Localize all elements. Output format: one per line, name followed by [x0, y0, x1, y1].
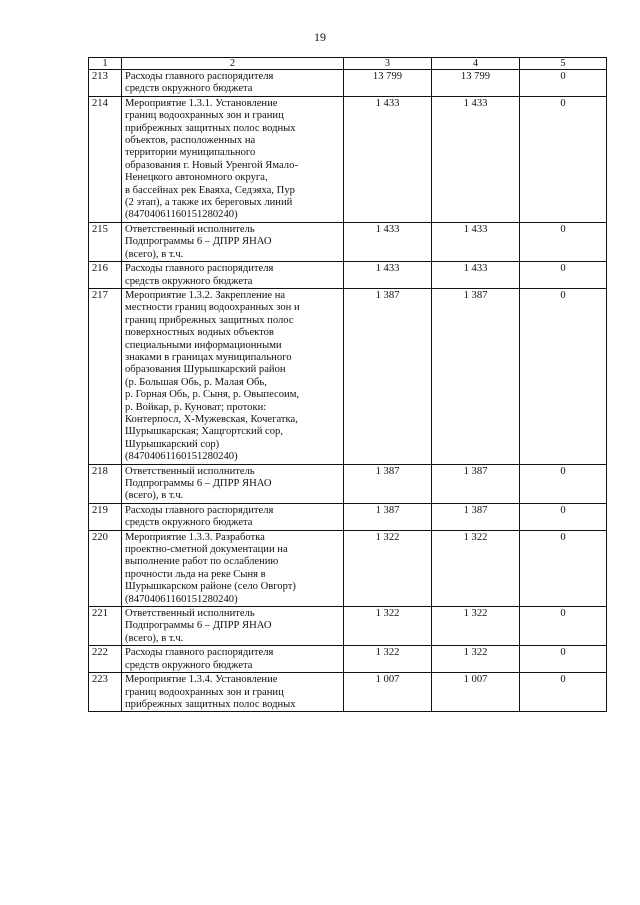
row-value-col4: 1 387 — [432, 288, 520, 464]
row-value-col3: 1 322 — [344, 607, 432, 646]
row-value-col4: 1 433 — [432, 96, 520, 222]
table-row — [89, 673, 607, 712]
table-row — [89, 503, 607, 530]
row-value-col5: 0 — [520, 222, 607, 261]
row-value-col5: 0 — [520, 262, 607, 289]
table-row — [89, 464, 607, 503]
row-value-col5: 0 — [520, 673, 607, 712]
row-value-col4: 1 433 — [432, 262, 520, 289]
row-value-col3: 1 387 — [344, 288, 432, 464]
table-row — [89, 262, 607, 289]
table-row — [89, 96, 607, 222]
row-value-col5: 0 — [520, 503, 607, 530]
row-value-col5: 0 — [520, 288, 607, 464]
row-value-col5: 0 — [520, 70, 607, 97]
header-cell-4: 4 — [432, 58, 520, 70]
budget-table — [88, 57, 607, 712]
row-value-col3: 1 007 — [344, 673, 432, 712]
row-number: 223 — [89, 673, 122, 712]
row-description: Расходы главного распорядителя средств окружного бюджета — [122, 262, 344, 289]
row-value-col4: 1 322 — [432, 646, 520, 673]
row-description: Мероприятие 1.3.4. Установление границ водоохранных зон и границ прибрежных защитных полос водных — [122, 673, 344, 712]
row-number: 222 — [89, 646, 122, 673]
row-description: Расходы главного распорядителя средств окружного бюджета — [122, 503, 344, 530]
row-number: 218 — [89, 464, 122, 503]
row-description: Расходы главного распорядителя средств окружного бюджета — [122, 70, 344, 97]
row-value-col5: 0 — [520, 96, 607, 222]
row-value-col4: 1 007 — [432, 673, 520, 712]
header-cell-5: 5 — [520, 58, 607, 70]
row-value-col3: 1 433 — [344, 262, 432, 289]
table-row — [89, 222, 607, 261]
header-cell-3: 3 — [344, 58, 432, 70]
row-value-col4: 1 433 — [432, 222, 520, 261]
table-row — [89, 70, 607, 97]
row-value-col4: 1 387 — [432, 503, 520, 530]
row-number: 221 — [89, 607, 122, 646]
row-number: 217 — [89, 288, 122, 464]
row-number: 219 — [89, 503, 122, 530]
row-value-col4: 1 387 — [432, 464, 520, 503]
table-row — [89, 607, 607, 646]
table-row — [89, 646, 607, 673]
row-value-col4: 1 322 — [432, 530, 520, 606]
row-description: Мероприятие 1.3.3. Разработка проектно-сметной документации на выполнение работ по ослаблению прочности льда на реке Сыня в Шурышкарском районе (село Овгорт) (84704061160151280240) — [122, 530, 344, 606]
row-description: Ответственный исполнитель Подпрограммы 6 – ДПРР ЯНАО (всего), в т.ч. — [122, 464, 344, 503]
row-description: Расходы главного распорядителя средств окружного бюджета — [122, 646, 344, 673]
row-number: 214 — [89, 96, 122, 222]
row-description: Ответственный исполнитель Подпрограммы 6 – ДПРР ЯНАО (всего), в т.ч. — [122, 222, 344, 261]
row-value-col5: 0 — [520, 646, 607, 673]
row-value-col3: 1 387 — [344, 503, 432, 530]
row-number: 215 — [89, 222, 122, 261]
row-value-col4: 1 322 — [432, 607, 520, 646]
row-value-col3: 1 387 — [344, 464, 432, 503]
header-cell-1: 1 — [89, 58, 122, 70]
row-value-col5: 0 — [520, 607, 607, 646]
page-number: 19 — [314, 30, 326, 44]
row-number: 216 — [89, 262, 122, 289]
row-value-col5: 0 — [520, 464, 607, 503]
row-value-col3: 13 799 — [344, 70, 432, 97]
table-header-row — [89, 58, 607, 70]
row-number: 213 — [89, 70, 122, 97]
row-description: Мероприятие 1.3.2. Закрепление на местности границ водоохранных зон и границ прибрежных защитных полос поверхностных водных объектов специальными информационными знаками в границах муниципального образования Шурышкарский район (р. Большая Обь, р. Малая Обь, р. Горная Обь, р. Сыня, р. Овыпесоим, р. Войкар, р. Куноват; протоки: Контерпосл, Х-Мужевская, Кочегатка, Шурышкарская; Хащгортский сор, Шурышкарский сор) (84704061160151280240) — [122, 288, 344, 464]
row-value-col3: 1 433 — [344, 96, 432, 222]
row-value-col4: 13 799 — [432, 70, 520, 97]
table-row — [89, 530, 607, 606]
row-number: 220 — [89, 530, 122, 606]
row-value-col3: 1 322 — [344, 646, 432, 673]
row-value-col3: 1 322 — [344, 530, 432, 606]
row-value-col5: 0 — [520, 530, 607, 606]
row-value-col3: 1 433 — [344, 222, 432, 261]
table-row — [89, 288, 607, 464]
header-cell-2: 2 — [122, 58, 344, 70]
row-description: Мероприятие 1.3.1. Установление границ водоохранных зон и границ прибрежных защитных полос водных объектов, расположенных на территории муниципального образования г. Новый Уренгой Ямало- Ненецкого автономного округа, в бассейнах рек Еваяха, Седэяха, Пур (2 этап), а также их береговых линий (84704061160151280240) — [122, 96, 344, 222]
row-description: Ответственный исполнитель Подпрограммы 6 – ДПРР ЯНАО (всего), в т.ч. — [122, 607, 344, 646]
